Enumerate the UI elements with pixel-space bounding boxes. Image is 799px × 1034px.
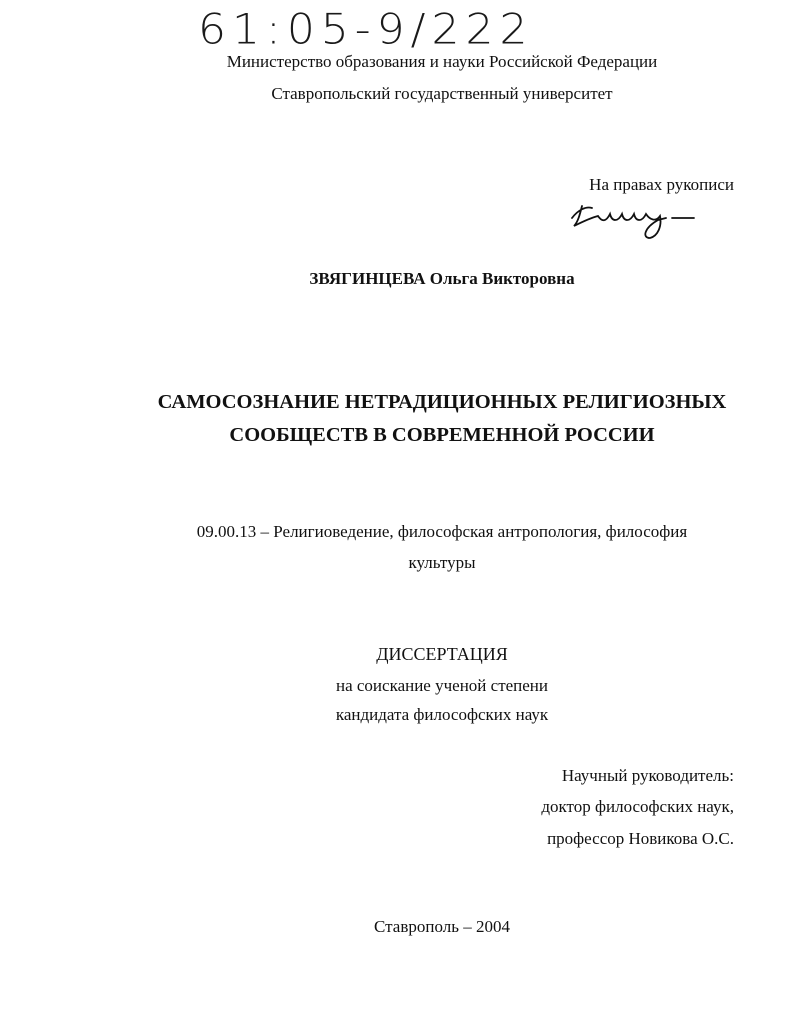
supervisor-degree: доктор философских наук, <box>541 797 734 816</box>
dissertation-title-line-1: САМОСОЗНАНИЕ НЕТРАДИЦИОННЫХ РЕЛИГИОЗНЫХ <box>157 391 727 413</box>
work-type-label: ДИССЕРТАЦИЯ <box>376 644 508 664</box>
degree-line-1: на соискание ученой степени <box>335 676 549 695</box>
author-surname: ЗВЯГИНЦЕВА <box>309 269 426 288</box>
author-given-names: Ольга Викторовна <box>429 269 575 288</box>
specialty-line-1: 09.00.13 – Религиоведение, философская антропология, философия <box>196 522 688 541</box>
specialty-line-2: культуры <box>408 553 476 572</box>
ministry-name: Министерство образования и науки Российской Федерации <box>226 52 658 71</box>
manuscript-note: На правах рукописи <box>589 175 734 194</box>
supervisor-name: профессор Новикова О.С. <box>547 829 734 848</box>
university-name: Ставропольский государственный университет <box>271 84 613 103</box>
supervisor-label: Научный руководитель: <box>561 766 734 785</box>
dissertation-title-line-2: СООБЩЕСТВ В СОВРЕМЕННОЙ РОССИИ <box>229 424 655 446</box>
degree-line-2: кандидата философских наук <box>335 705 549 724</box>
handwritten-archive-mark: 61:05-9/222 <box>198 5 534 54</box>
city-year: Ставрополь – 2004 <box>374 917 510 936</box>
author-name <box>150 269 734 289</box>
signature <box>568 196 698 242</box>
